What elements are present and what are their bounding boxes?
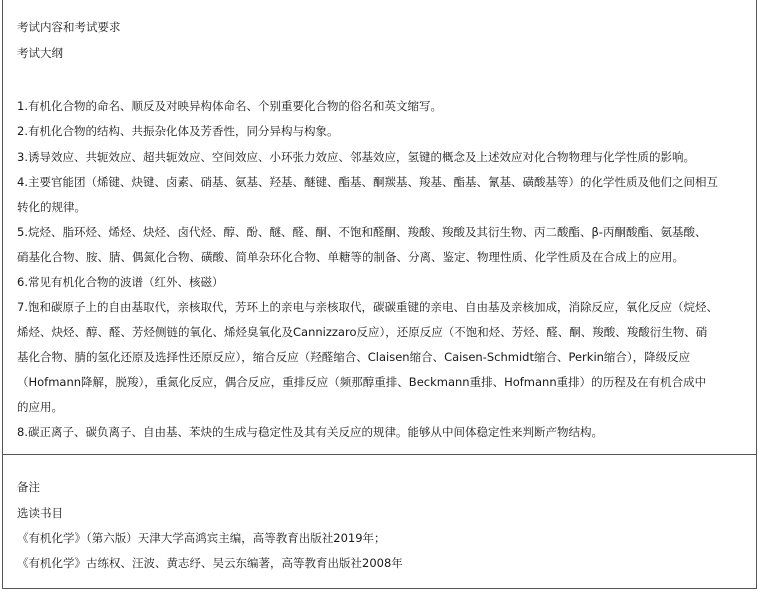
item-7-cont-4: 的应用。 — [17, 400, 63, 414]
item-5: 5.烷烃、脂环烃、烯烃、炔烃、卤代烃、醇、酚、醚、醛、酮、不饱和醛酮、羧酸、羧酸及其衍生物、丙二酸酯、β-丙酮酸酯、氨基酸、 — [17, 225, 707, 239]
item-2: 2.有机化合物的结构、共振杂化体及芳香性，同分异构与构象。 — [17, 124, 339, 138]
item-8: 8.碳正离子、碳负离子、自由基、苯炔的生成与稳定性及其有关反应的规律。能够从中间体稳定性来判断产物结构。 — [17, 425, 603, 439]
syllabus-title: 考试大纲 — [17, 46, 63, 60]
notes-section — [3, 456, 756, 589]
item-5-cont: 硝基化合物、胺、腈、偶氮化合物、磺酸、简单杂环化合物、单糖等的制备、分离、鉴定、物理性质、化学性质及在合成上的应用。 — [17, 250, 684, 264]
item-6: 6.常见有机化合物的波谱（红外、核磁） — [17, 275, 224, 289]
book-2: 《有机化学》古练权、汪波、黄志纾、吴云东编著，高等教育出版社2008年 — [17, 556, 403, 570]
item-4: 4.主要官能团（烯键、炔键、卤素、硝基、氨基、羟基、醚键、酯基、酮羰基、羧基、酯基、氰基、磺酸基等）的化学性质及他们之间相互 — [17, 175, 718, 189]
item-1: 1.有机化合物的命名、顺反及对映异构体命名、个别重要化合物的俗名和英文缩写。 — [17, 99, 442, 113]
item-7-cont-3: （Hofmann降解，脱羧），重氮化反应，偶合反应，重排反应（频那醇重排、Beckmann重排、Hofmann重排）的历程及在有机合成中 — [17, 375, 707, 389]
item-3: 3.诱导效应、共轭效应、超共轭效应、空间效应、小环张力效应、邻基效应，氢键的概念及上述效应对化合物物理与化学性质的影响。 — [17, 150, 695, 164]
item-7: 7.饱和碳原子上的自由基取代，亲核取代，芳环上的亲电与亲核取代，碳碳重键的亲电、自由基及亲核加成，消除反应，氧化反应（烷烃、 — [17, 300, 718, 314]
notes-title: 备注 — [17, 480, 40, 494]
item-7-cont-2: 基化合物、腈的氢化还原及选择性还原反应），缩合反应（羟醛缩合、Claisen缩合、Caisen-Schmidt缩合、Perkin缩合），降级反应 — [17, 350, 691, 364]
exam-content-section — [3, 0, 756, 455]
book-1: 《有机化学》（第六版）天津大学高鸿宾主编，高等教育出版社2019年； — [17, 531, 386, 545]
document-frame — [2, 0, 757, 589]
section-title: 考试内容和考试要求 — [17, 20, 121, 34]
item-4-cont: 转化的规律。 — [17, 200, 86, 214]
books-title: 选读书目 — [17, 506, 63, 520]
item-7-cont-1: 烯烃、炔烃、醇、醛、芳烃侧链的氧化、烯烃臭氧化及Cannizzaro反应），还原反应（不饱和烃、芳烃、醛、酮、羧酸、羧酸衍生物、硝 — [17, 325, 708, 339]
